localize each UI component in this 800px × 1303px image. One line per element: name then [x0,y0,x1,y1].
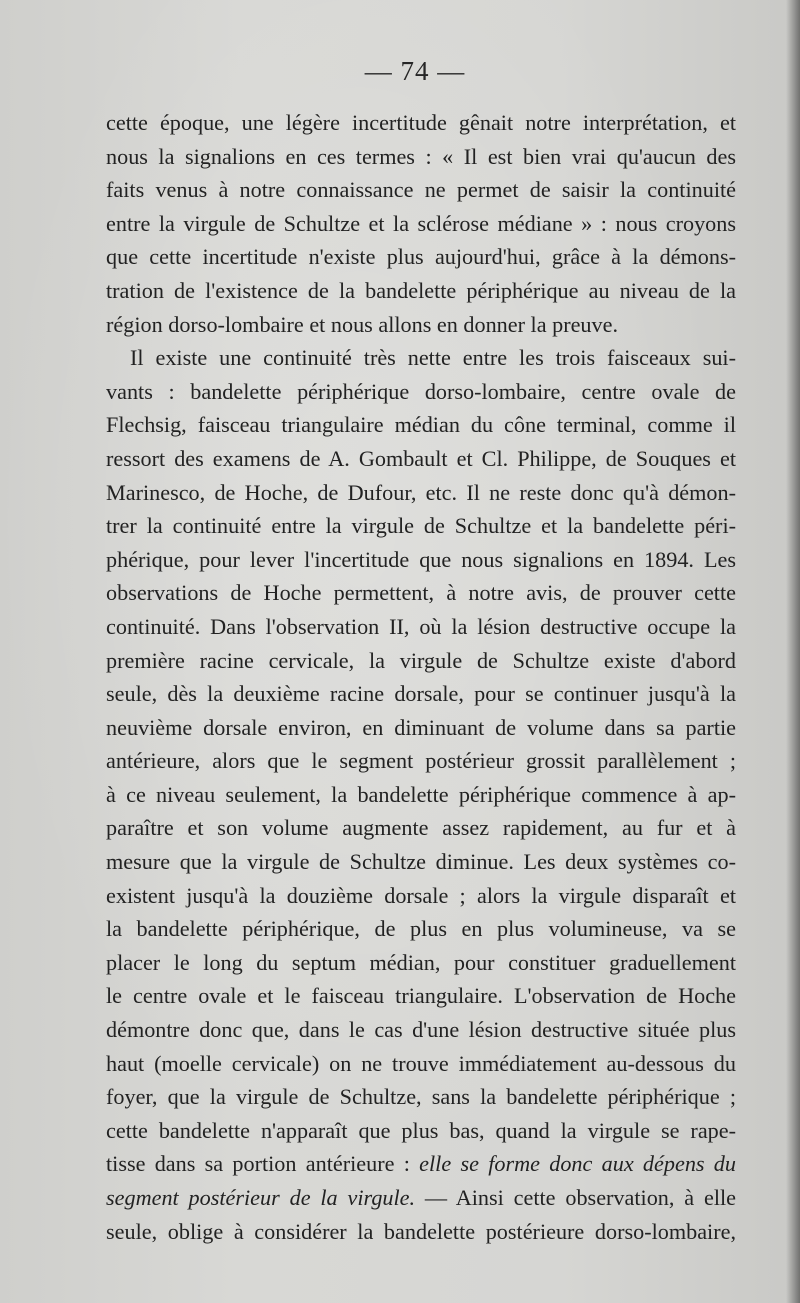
text-segment: région dorso-lombaire et nous allons en donner la preuve. [106,311,619,337]
text-segment: nous la signalions en ces termes : « Il est bien vrai qu'aucun des [106,143,736,169]
text-line [106,1080,736,1114]
text-line [106,811,736,845]
text-line [106,644,736,678]
text-line [106,509,736,543]
text-segment: faits venus à notre connaissance ne permet de saisir la continuité [106,177,736,203]
page-edge-shadow [786,0,800,1303]
text-line [106,308,736,342]
text-segment: haut (moelle cervicale) on ne trouve immédiatement au-dessous du [106,1050,736,1076]
text-segment: paraître et son volume augmente assez rapidement, au fur et à [106,815,736,841]
text-line [106,946,736,980]
text-line [106,140,736,174]
text-line [106,879,736,913]
text-segment: le centre ovale et le faisceau triangulaire. L'observation de Hoche [106,983,736,1009]
text-line [106,979,736,1013]
text-line [106,845,736,879]
text-segment: foyer, que la virgule de Schultze, sans la bandelette périphérique ; [106,1084,736,1110]
text-line [106,240,736,274]
text-line [106,711,736,745]
text-line [106,778,736,812]
text-line [106,576,736,610]
text-line [106,173,736,207]
text-line [106,1215,736,1249]
text-segment: existent jusqu'à la douzième dorsale ; alors la virgule disparaît et [106,882,736,908]
text-line [106,408,736,442]
text-segment: cette bandelette n'apparaît que plus bas, quand la virgule se rape- [106,1117,736,1143]
text-line [106,341,736,375]
italic-segment: segment postérieur de la virgule. [106,1185,416,1210]
text-segment: entre la virgule de Schultze et la sclérose médiane » : nous croyons [106,210,736,236]
text-segment: seule, oblige à considérer la bandelette postérieure dorso-lombaire, [106,1218,736,1244]
text-segment: — Ainsi cette observation, à elle [415,1185,737,1210]
text-segment: démontre donc que, dans le cas d'une lésion destructive située plus [106,1017,736,1043]
text-line [106,442,736,476]
text-line [106,1114,736,1148]
text-segment: trer la continuité entre la virgule de Schultze et la bandelette péri- [106,513,736,539]
text-segment: tisse dans sa portion antérieure : [106,1151,420,1177]
text-line [106,207,736,241]
text-line [106,106,736,140]
text-line [106,744,736,778]
text-segment: première racine cervicale, la virgule de Schultze existe d'abord [106,647,736,673]
text-segment: Il existe une continuité très nette entre les trois faisceaux sui- [130,345,736,371]
text-segment: continuité. Dans l'observation II, où la lésion destructive occupe la [106,613,736,639]
text-line [106,375,736,409]
text-line [106,677,736,711]
page-number: — 74 — [364,56,466,86]
text-segment: observations de Hoche permettent, à notre avis, de prouver cette [106,580,736,606]
text-segment: à ce niveau seulement, la bandelette périphérique commence à ap- [106,781,736,807]
text-line [106,1047,736,1081]
text-line [106,1013,736,1047]
text-segment: la bandelette périphérique, de plus en plus volumineuse, va se [106,916,736,942]
text-line [106,543,736,577]
text-segment: cette époque, une légère incertitude gênait notre interprétation, et [106,110,736,135]
text-segment: mesure que la virgule de Schultze diminue. Les deux systèmes co- [106,849,736,875]
text-line [106,912,736,946]
text-segment: placer le long du septum médian, pour constituer graduellement [106,949,736,975]
text-line [106,274,736,308]
text-segment: phérique, pour lever l'incertitude que nous signalions en 1894. Les [106,546,736,572]
text-line [106,1147,736,1181]
text-segment: neuvième dorsale environ, en diminuant de volume dans sa partie [106,714,736,740]
text-line [106,610,736,644]
text-segment: vants : bandelette périphérique dorso-lombaire, centre ovale de [106,378,736,404]
text-line [106,476,736,510]
text-segment: antérieure, alors que le segment postérieur grossit parallèlement ; [106,748,736,774]
text-segment: que cette incertitude n'existe plus aujourd'hui, grâce à la démons- [106,244,736,270]
text-segment: Flechsig, faisceau triangulaire médian du cône terminal, comme il [106,412,736,438]
body-text [106,106,736,1248]
text-line [106,1181,736,1215]
text-segment: Marinesco, de Hoche, de Dufour, etc. Il ne reste donc qu'à démon- [106,479,736,505]
text-segment: seule, dès la deuxième racine dorsale, pour se continuer jusqu'à la [106,681,736,707]
text-segment: tration de l'existence de la bandelette périphérique au niveau de la [106,277,736,303]
text-segment: ressort des examens de A. Gombault et Cl. Philippe, de Souques et [106,445,736,471]
italic-segment: elle se forme donc aux dépens du [419,1151,736,1177]
